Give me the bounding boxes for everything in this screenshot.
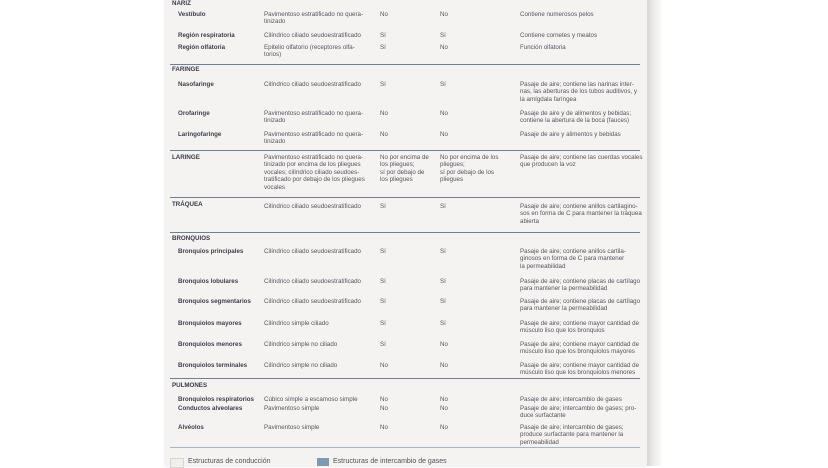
cilia-cell: Sí (380, 248, 386, 255)
epithelium-cell: Cilíndrico ciliado seudoestratificado (264, 298, 361, 305)
cilia-cell: No (380, 110, 388, 117)
goblet-cell: No (440, 341, 448, 348)
epithelium-cell: Pavimentoso simple (264, 424, 320, 431)
section-heading: NARIZ (172, 0, 191, 7)
table-divider (170, 64, 640, 65)
function-cell: Pasaje de aire y de alimentos y bebidas; (520, 110, 632, 117)
goblet-cell: Sí (440, 32, 446, 39)
function-cell: Pasaje de aire; contiene las cuerdas vocales (520, 154, 643, 161)
cilia-cell: Sí (380, 341, 386, 348)
row-label: Bronquiolos respiratorios (178, 396, 254, 403)
cilia-cell: No (380, 396, 388, 403)
table-divider (170, 378, 640, 379)
function-cell: nas, las aberturas de los tubos auditivos, y (520, 88, 637, 96)
goblet-cell: sí por debajo de los (440, 168, 495, 176)
goblet-cell: Sí (440, 248, 446, 255)
goblet-cell: Sí (440, 278, 446, 285)
row-label: Bronquios segmentarios (178, 298, 251, 305)
function-cell: Pasaje de aire; intercambio de gases (520, 396, 622, 403)
cilia-cell: No (380, 131, 388, 138)
function-cell: Pasaje de aire; intercambio de gases; (520, 424, 624, 431)
epithelium-cell: Epitelio olfatorio (receptores olfa- (264, 44, 355, 51)
goblet-cell: No (440, 110, 448, 117)
cilia-cell: los pliegues; (380, 161, 415, 169)
legend-exchange-label: Estructuras de intercambio de gases (333, 458, 447, 465)
epithelium-cell: Cúbico simple a escamoso simple (264, 396, 358, 403)
row-label: Región respiratoria (178, 32, 235, 39)
row-label: Conductos alveolares (178, 405, 243, 412)
function-cell: contiene la abertura de la boca (fauces) (520, 117, 630, 125)
function-cell: abierta (520, 217, 539, 225)
epithelium-cell: tinizado (264, 18, 286, 26)
function-cell: la permeabilidad (520, 262, 566, 270)
function-cell: músculo liso que los bronquiolos menores (520, 369, 636, 377)
goblet-cell: No (440, 362, 448, 369)
row-label: Bronquiolos terminales (178, 362, 248, 369)
row-label: Orofaringe (178, 110, 210, 117)
function-cell: permeabilidad (520, 438, 559, 446)
function-cell: músculo liso que los bronquiolos mayores (520, 348, 635, 356)
function-cell: la amígdala faríngea (520, 95, 577, 103)
row-label: Región olfatoria (178, 44, 226, 51)
cilia-cell: Sí (380, 278, 386, 285)
cilia-cell: Sí (380, 320, 386, 327)
function-cell: Contiene numerosos pelos (520, 11, 594, 18)
cilia-cell: Sí (380, 81, 386, 88)
epithelium-cell: Pavimentoso estratificado no quera- (264, 154, 364, 161)
function-cell: Pasaje de aire; contiene placas de cartílago (520, 278, 641, 285)
function-cell: Pasaje de aire; contiene las narinas inter- (520, 81, 634, 88)
epithelium-cell: vocales; cilíndrico ciliado seudoes- (264, 168, 360, 176)
row-label: Bronquiolos mayores (178, 320, 242, 327)
section-heading: TRÁQUEA (172, 201, 203, 208)
goblet-cell: pliegues; (440, 161, 465, 169)
page-edge (647, 0, 663, 466)
goblet-cell: No (440, 131, 448, 138)
table-divider (170, 447, 640, 448)
goblet-cell: Sí (440, 203, 446, 210)
epithelium-cell: tratificado por debajo de los pliegues (264, 176, 365, 184)
function-cell: para mantener la permeabilidad (520, 285, 608, 293)
row-label: Vestíbulo (178, 11, 206, 18)
function-cell: Pasaje de aire; contiene anillos cartila- (520, 248, 626, 255)
function-cell: produce surfactante para mantener la (520, 431, 624, 439)
cilia-cell: No por encima de (380, 154, 429, 161)
function-cell: músculo liso que los bronquios (520, 327, 605, 335)
goblet-cell: No (440, 424, 448, 431)
epithelium-cell: torios) (264, 51, 282, 59)
cilia-cell: Sí (380, 203, 386, 210)
goblet-cell: No por encima de los (440, 154, 499, 161)
legend-conduction-swatch (170, 458, 184, 468)
epithelium-cell: tinizado (264, 117, 286, 125)
function-cell: para mantener la permeabilidad (520, 305, 608, 313)
table-divider (170, 150, 640, 151)
epithelium-cell: Pavimentoso simple (264, 405, 320, 412)
epithelium-cell: vocales (264, 183, 285, 191)
epithelium-cell: tinizado por encima de los pliegues (264, 161, 361, 169)
legend-exchange-swatch (317, 458, 329, 466)
function-cell: duce surfactante (520, 412, 566, 420)
epithelium-cell: Cilíndrico ciliado seudoestratificado (264, 203, 361, 210)
function-cell: Pasaje de aire y alimentos y bebidas (520, 131, 621, 138)
legend-conduction-label: Estructuras de conducción (188, 458, 271, 465)
goblet-cell: No (440, 11, 448, 18)
goblet-cell: No (440, 44, 448, 51)
row-label: Alvéolos (178, 424, 204, 431)
function-cell: Pasaje de aire; contiene placas de cartílago (520, 298, 641, 305)
function-cell: Función olfatoria (520, 44, 566, 51)
section-heading: FARINGE (172, 66, 200, 73)
section-heading: PULMONES (172, 382, 208, 389)
row-label: Laringofaringe (178, 131, 222, 138)
section-heading: LARINGE (172, 154, 200, 161)
goblet-cell: Sí (440, 320, 446, 327)
function-cell: Pasaje de aire; contiene mayor cantidad de (520, 341, 640, 348)
epithelium-cell: Pavimentoso estratificado no quera- (264, 11, 364, 18)
goblet-cell: No (440, 405, 448, 412)
goblet-cell: Sí (440, 81, 446, 88)
function-cell: Pasaje de aire; intercambio de gases; pro- (520, 405, 637, 412)
epithelium-cell: Cilíndrico ciliado seudoestratificado (264, 278, 361, 285)
goblet-cell: Sí (440, 298, 446, 305)
cilia-cell: los pliegues (380, 176, 413, 184)
row-label: Bronquiolos menores (178, 341, 242, 348)
function-cell: Pasaje de aire; contiene mayor cantidad de (520, 320, 640, 327)
epithelium-cell: Cilíndrico simple ciliado (264, 320, 329, 327)
epithelium-cell: Cilíndrico simple no ciliado (264, 341, 338, 348)
cilia-cell: No (380, 405, 388, 412)
epithelium-cell: Cilíndrico ciliado seudoestratificado (264, 81, 361, 88)
function-cell: que producen la voz (520, 161, 576, 169)
cilia-cell: No (380, 11, 388, 18)
epithelium-cell: Cilíndrico simple no ciliado (264, 362, 338, 369)
function-cell: ginosos en forma de C para mantener (520, 255, 625, 263)
epithelium-cell: tinizado (264, 138, 286, 146)
function-cell: sos en forma de C para mantener la tráquea (520, 210, 642, 218)
row-label: Bronquios lobulares (178, 278, 239, 285)
function-cell: Pasaje de aire; contiene mayor cantidad de (520, 362, 640, 369)
cilia-cell: No (380, 424, 388, 431)
goblet-cell: pliegues (440, 176, 464, 184)
table-divider (170, 197, 640, 198)
epithelium-cell: Pavimentoso estratificado no quera- (264, 131, 364, 138)
table-divider (170, 232, 640, 233)
section-heading: BRONQUIOS (172, 235, 211, 242)
cilia-cell: Sí (380, 32, 386, 39)
row-label: Bronquios principales (178, 248, 244, 255)
function-cell: Pasaje de aire; contiene anillos cartilagino- (520, 203, 638, 210)
row-label: Nasofaringe (178, 81, 214, 88)
cilia-cell: Sí (380, 44, 386, 51)
epithelium-cell: Pavimentoso estratificado no quera- (264, 110, 364, 117)
cilia-cell: No (380, 362, 388, 369)
epithelium-cell: Cilíndrico ciliado seudoestratificado (264, 32, 361, 39)
goblet-cell: No (440, 396, 448, 403)
cilia-cell: sí por debajo de (380, 168, 425, 176)
function-cell: Contiene cornetes y meatos (520, 32, 598, 39)
epithelium-cell: Cilíndrico ciliado seudoestratificado (264, 248, 361, 255)
cilia-cell: Sí (380, 298, 386, 305)
